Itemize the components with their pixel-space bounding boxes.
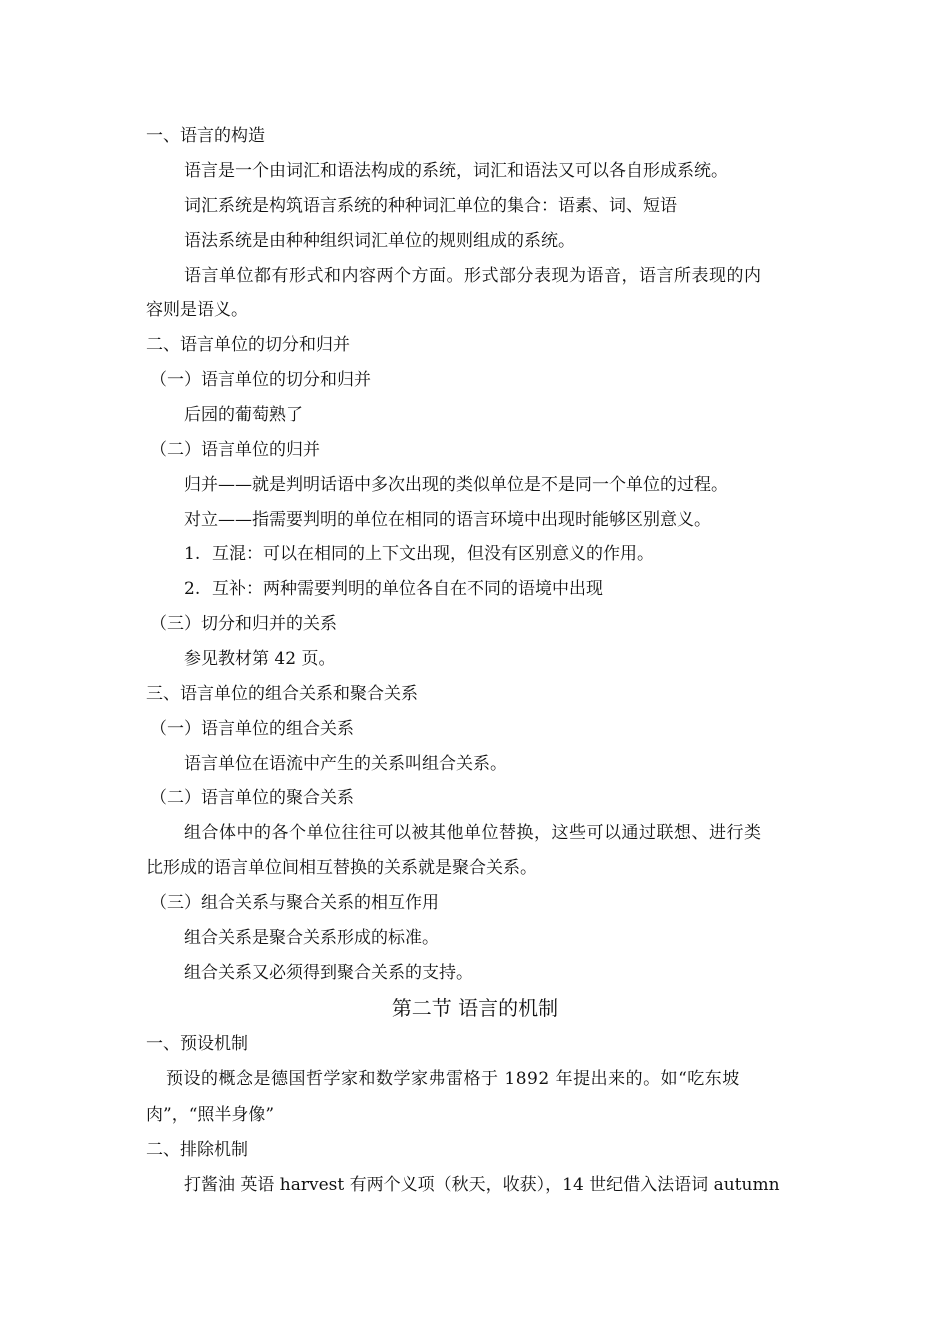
subheading: （三）组合关系与聚合关系的相互作用: [150, 893, 439, 913]
subheading: （一）语言单位的组合关系: [150, 719, 354, 739]
list-item-text: 互补：两种需要判明的单位各自在不同的语境中出现: [212, 579, 603, 599]
subheading: （二）语言单位的归并: [150, 440, 320, 460]
paragraph-continuation: 比形成的语言单位间相互替换的关系就是聚合关系。: [146, 858, 537, 878]
paragraph: 后园的葡萄熟了: [184, 405, 303, 425]
list-number: 2.: [184, 579, 201, 599]
paragraph: 组合关系是聚合关系形成的标准。: [184, 928, 439, 948]
paragraph: 对立——指需要判明的单位在相同的语言环境中出现时能够区别意义。: [184, 510, 711, 530]
paragraph: 参见教材第 42 页。: [184, 649, 336, 669]
section-title: 第二节 语言的机制: [391, 996, 559, 1020]
paragraph: 语言单位都有形式和内容两个方面。形式部分表现为语音，语言所表现的内: [184, 266, 762, 286]
paragraph: 语法系统是由种种组织词汇单位的规则组成的系统。: [184, 231, 575, 251]
paragraph: 词汇系统是构筑语言系统的种种词汇单位的集合：语素、词、短语: [184, 196, 677, 216]
list-item: [184, 577, 603, 601]
paragraph: 语言单位在语流中产生的关系叫组合关系。: [184, 754, 507, 774]
paragraph: 语言是一个由词汇和语法构成的系统，词汇和语法又可以各自形成系统。: [184, 161, 728, 181]
list-number: 1.: [184, 544, 201, 564]
heading-1: 一、语言的构造: [146, 126, 265, 146]
heading-1: 一、预设机制: [146, 1034, 248, 1054]
paragraph: 预设的概念是德国哲学家和数学家弗雷格于 1892 年提出来的。如“吃东坡: [166, 1069, 740, 1089]
heading-3: 三、语言单位的组合关系和聚合关系: [146, 684, 418, 704]
paragraph-continuation: 肉”，“照半身像”: [146, 1105, 275, 1125]
subheading: （二）语言单位的聚合关系: [150, 788, 354, 808]
list-item: [184, 542, 654, 566]
paragraph: 打酱油 英语 harvest 有两个义项（秋天，收获），14 世纪借入法语词 autumn: [184, 1175, 780, 1195]
list-item-text: 互混：可以在相同的上下文出现，但没有区别意义的作用。: [212, 544, 654, 564]
heading-2: 二、排除机制: [146, 1140, 248, 1160]
paragraph: 组合关系又必须得到聚合关系的支持。: [184, 963, 473, 983]
paragraph-continuation: 容则是语义。: [146, 300, 248, 320]
subheading: （三）切分和归并的关系: [150, 614, 337, 634]
heading-2: 二、语言单位的切分和归并: [146, 335, 350, 355]
subheading: （一）语言单位的切分和归并: [150, 370, 371, 390]
paragraph: 组合体中的各个单位往往可以被其他单位替换，这些可以通过联想、进行类: [184, 823, 762, 843]
paragraph: 归并——就是判明话语中多次出现的类似单位是不是同一个单位的过程。: [184, 475, 728, 495]
